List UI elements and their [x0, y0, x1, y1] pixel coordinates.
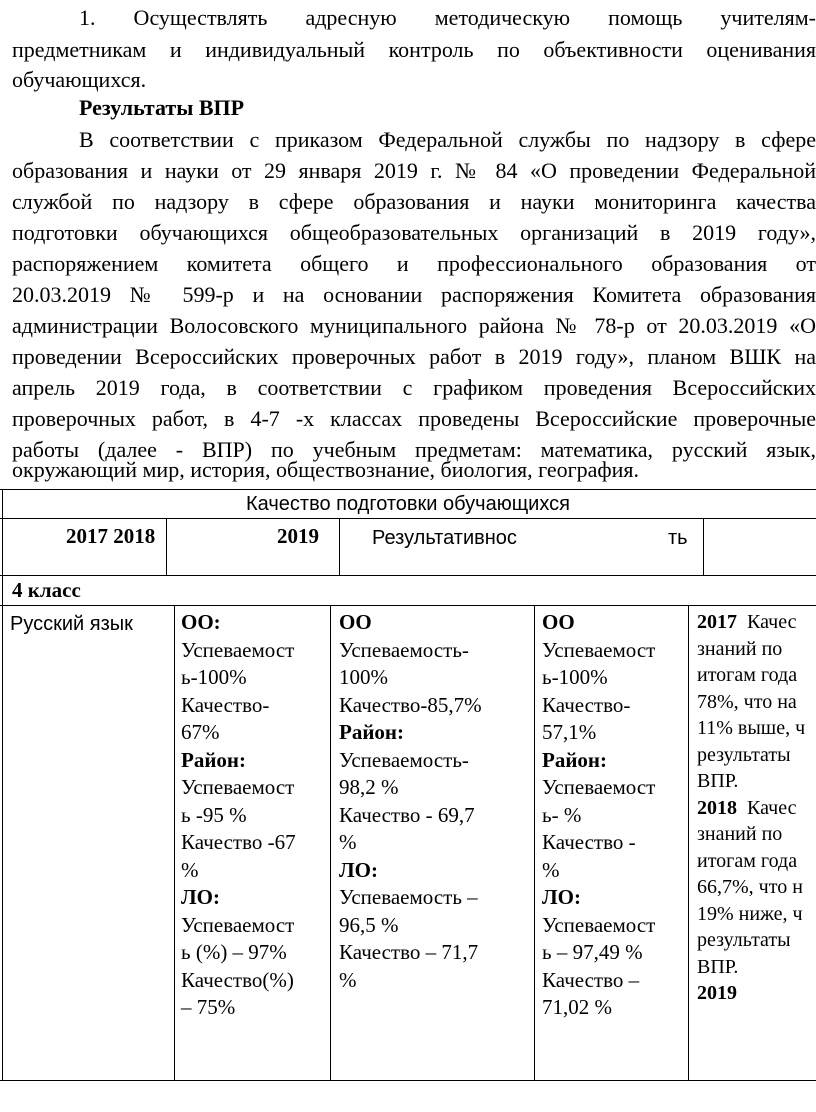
table-border	[688, 605, 689, 1080]
list-item-text-line: предметникам и индивидуальный контроль по объективности оценивания	[12, 37, 816, 62]
section-4-class: 4 класс	[12, 578, 81, 602]
paragraph-line: 20.03.2019 № 599-р и на основании распоряжения Комитета образования	[12, 282, 816, 307]
table-border	[2, 489, 3, 1080]
table-line: 11% выше, ч	[697, 717, 806, 739]
subject-russian: Русский язык	[10, 613, 133, 635]
header-2019: 2019	[277, 524, 319, 548]
table-line: %	[339, 967, 357, 992]
table-line: Успеваемост	[181, 912, 295, 937]
cell-result	[697, 609, 816, 1007]
table-line: Успеваемость-	[339, 637, 469, 662]
list-item-text-line: 1. Осуществлять адресную методическую помощь учителям-	[79, 5, 816, 30]
table-border	[0, 489, 816, 490]
paragraph-line: администрации Волосовского муниципального района № 78-р от 20.03.2019 «О	[12, 313, 816, 338]
paragraph-line: В соответствии с приказом Федеральной службы по надзору в сфере	[79, 127, 816, 152]
table-line: Успеваемост	[181, 775, 295, 799]
table-line: 57,1%	[542, 720, 597, 744]
table-line: Качество-	[542, 692, 631, 717]
table-line: Успеваемост	[542, 912, 656, 937]
table-line: ЛО:	[542, 885, 581, 909]
table-line: ь -95 %	[181, 802, 247, 827]
paragraph-line: образования и науки от 29 января 2019 г. № 84 «О проведении Федеральной	[12, 158, 816, 183]
table-border	[330, 605, 331, 1080]
header-result-part1: Результативнос	[372, 527, 517, 549]
table-line: 2017 Качес	[697, 611, 797, 633]
paragraph-line: проведении Всероссийских проверочных работ в 2019 году», планом ВШК на	[12, 344, 816, 369]
table-line: Успеваемость –	[339, 885, 478, 909]
table-line: – 75%	[181, 995, 236, 1019]
table-line: ВПР.	[697, 955, 739, 978]
table-line: 78%, что на	[697, 690, 797, 713]
table-line: знаний по	[697, 823, 783, 845]
table-line: Качество - 69,7	[339, 802, 475, 827]
table-line: 2018 Качес	[697, 796, 797, 819]
table-line: Качество – 71,7	[339, 940, 479, 964]
table-line: Успеваемост	[542, 775, 656, 799]
paragraph-line: подготовки обучающихся общеобразовательных организаций в 2019 году»,	[12, 220, 816, 245]
table-line: Район:	[339, 720, 405, 744]
table-line: итогам года	[697, 849, 798, 872]
table-border	[174, 605, 175, 1080]
table-line: ЛО:	[339, 857, 378, 882]
table-line: 2019	[697, 982, 737, 1004]
paragraph-line: окружающий мир, история, обществознание, биология, география.	[12, 457, 640, 482]
table-border	[0, 1080, 816, 1081]
table-line: Качество -67	[181, 830, 296, 854]
table-line: ЛО:	[181, 885, 220, 909]
header-years: 2017 2018	[66, 524, 156, 548]
table-line: ОО	[339, 610, 372, 634]
table-border	[0, 575, 816, 576]
table-border	[339, 518, 340, 575]
table-line: 98,2 %	[339, 775, 399, 799]
paragraph-line: службой по надзору в сфере образования и науки мониторинга качества	[12, 189, 816, 214]
table-line: ОО:	[181, 610, 221, 634]
table-line: 71,02 %	[542, 995, 612, 1019]
table-line: Качество –	[542, 967, 640, 992]
table-line: 100%	[339, 665, 388, 689]
table-line: 96,5 %	[339, 912, 399, 937]
paragraph-line: распоряжением комитета общего и профессионального образования от	[12, 251, 816, 276]
table-line: 19% ниже, ч	[697, 902, 803, 925]
table-line: 66,7%, что н	[697, 876, 803, 898]
table-line: результаты	[697, 743, 791, 766]
table-line: результаты	[697, 929, 791, 951]
table-line: Качество-	[181, 692, 270, 717]
table-line: Успеваемост	[542, 637, 656, 662]
list-item-text-line: обучающихся.	[12, 67, 147, 92]
table-line: ь-100%	[181, 665, 247, 689]
cell-2019	[542, 609, 684, 1022]
table-border	[0, 605, 816, 606]
table-title: Качество подготовки обучающихся	[246, 493, 570, 515]
paragraph-line: работы (далее - ВПР) по учебным предметам: математика, русский язык,	[12, 437, 816, 462]
table-line: Качество(%)	[181, 967, 294, 992]
table-line: Успеваемост	[181, 637, 295, 662]
table-line: Район:	[542, 747, 608, 772]
table-line: Качество-85,7%	[339, 692, 482, 717]
table-line: Успеваемость-	[339, 747, 469, 772]
table-border	[166, 518, 167, 575]
table-line: ь – 97,49 %	[542, 940, 643, 964]
table-line: %	[181, 857, 199, 882]
cell-2017	[181, 609, 329, 1022]
table-border	[703, 518, 704, 575]
table-line: знаний по	[697, 637, 783, 660]
paragraph-line: апрель 2019 года, в соответствии с графиком проведения Всероссийских	[12, 375, 816, 400]
table-line: Качество -	[542, 830, 636, 854]
table-line: %	[542, 857, 560, 882]
table-line: ь (%) – 97%	[181, 940, 287, 964]
table-line: 67%	[181, 720, 220, 744]
section-heading: Результаты ВПР	[79, 95, 245, 120]
cell-2018	[339, 609, 529, 994]
table-line: Район:	[181, 747, 247, 772]
table-border	[534, 605, 535, 1080]
table-line: ь-100%	[542, 665, 608, 689]
header-result-part2: ть	[668, 527, 688, 549]
table-line: ОО	[542, 610, 575, 634]
paragraph-line: проверочных работ, в 4-7 -х классах проведены Всероссийские проверочные	[12, 406, 816, 431]
table-line: ВПР.	[697, 770, 739, 792]
table-line: итогам года	[697, 664, 798, 686]
table-line: ь- %	[542, 802, 582, 827]
table-line: %	[339, 830, 357, 854]
